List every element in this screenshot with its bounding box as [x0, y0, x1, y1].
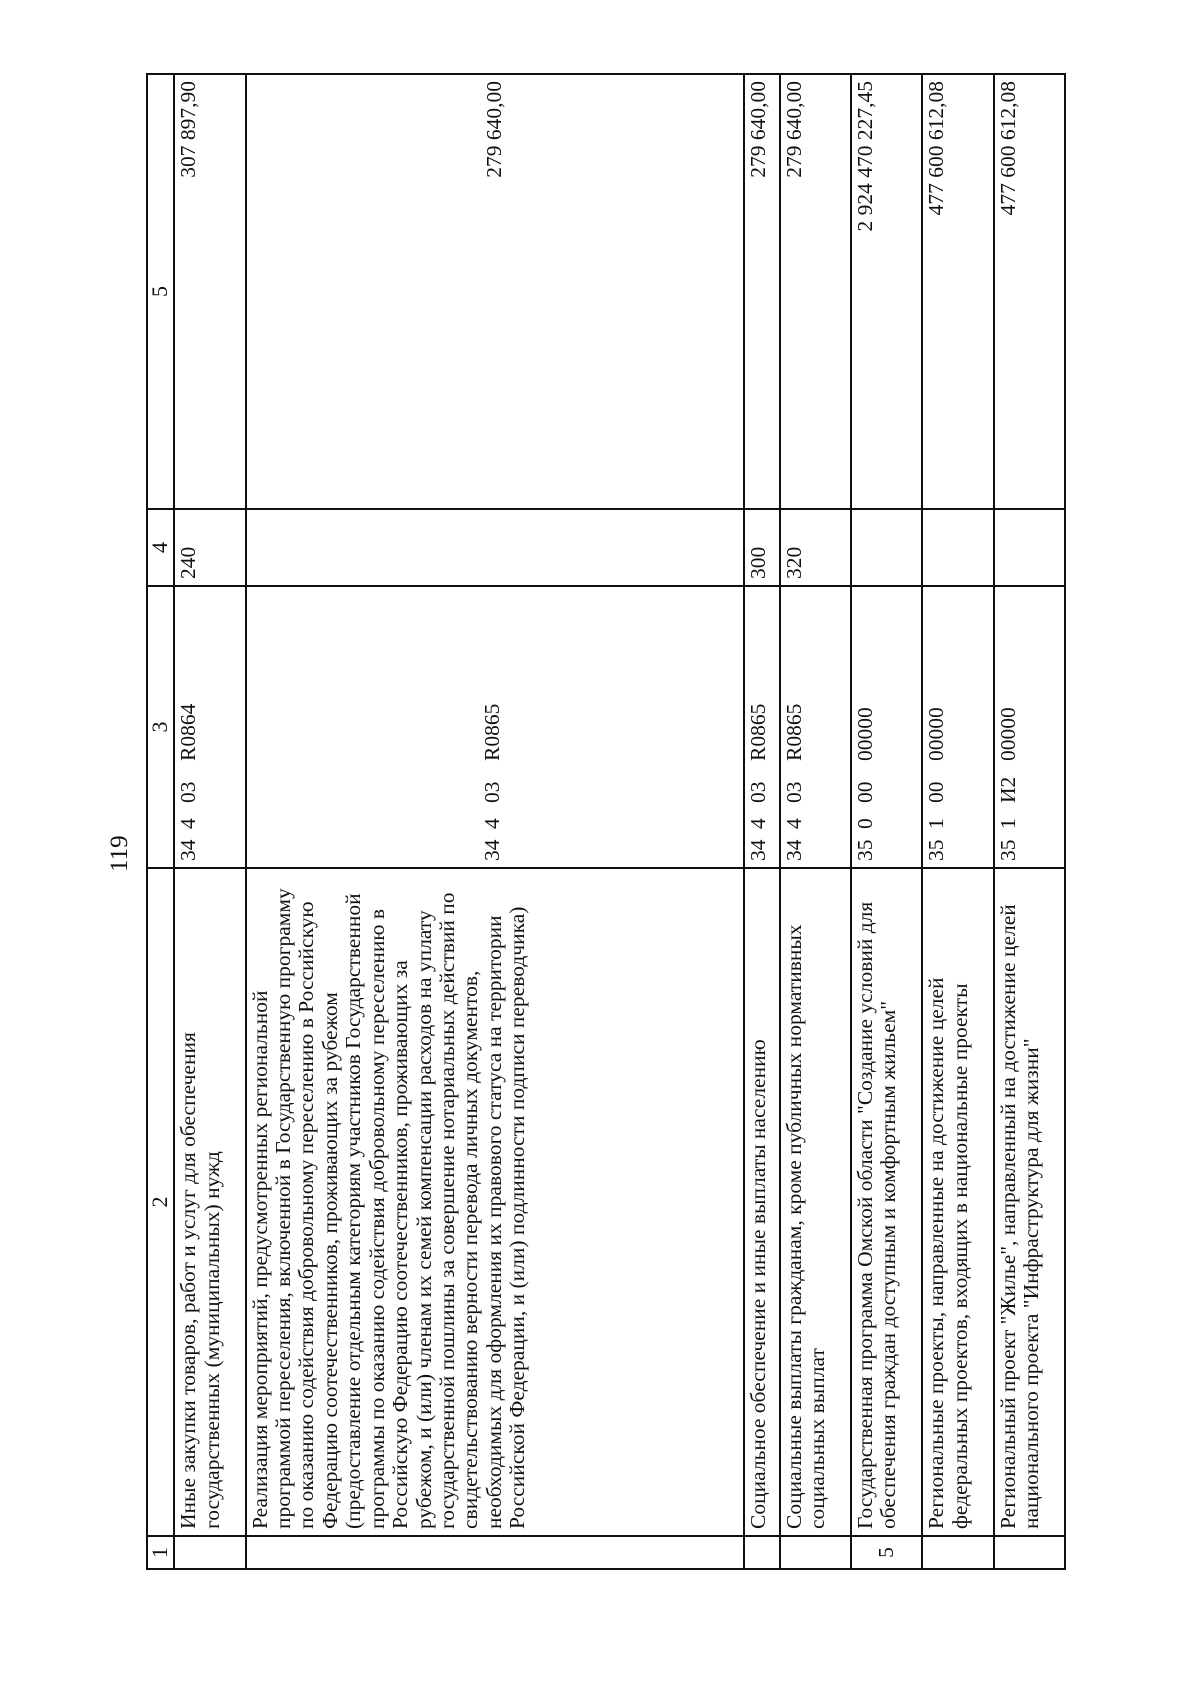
row-expense-type: 300	[744, 509, 780, 586]
row-description: Иные закупки товаров, работ и услуг для обеспечения государственных (муниципальных) нужд	[174, 868, 245, 1536]
row-expense-type	[851, 509, 922, 586]
code-part: 35	[852, 839, 877, 861]
code-part: 4	[745, 818, 770, 829]
code-part: 0	[852, 818, 877, 829]
row-code	[744, 586, 780, 868]
code-part: R0865	[480, 703, 505, 761]
row-code	[174, 586, 245, 868]
header-col-1: 1	[147, 1536, 174, 1569]
row-description: Социальное обеспечение и иные выплаты населению	[744, 868, 780, 1536]
row-expense-type: 320	[780, 509, 851, 586]
table-row	[851, 74, 922, 1569]
row-amount: 279 640,00	[744, 74, 780, 509]
row-description: Реализация мероприятий, предусмотренных региональной программой переселения, включенной в Государственную программу по оказанию содействия добровольному переселению в Российскую Федерацию соотечественников, проживающих за рубежом (предоставление отдельным категориям участников Государственной программы по оказанию содействия добровольному переселению в Российскую Федерацию соотечественников, проживающих за рубежом, и (или) членам их семей компенсации расходов на уплату государственной пошлины за совершение нотариальных действий по свидетельствованию верности перевода личных документов, необходимых для оформления их правового статуса на территории Российской Федерации, и (или) подлинности подписи переводчика)	[246, 868, 744, 1536]
header-col-2: 2	[147, 868, 174, 1536]
row-description: Государственная программа Омской области "Создание условий для обеспечения граждан доступным и комфортным жильем"	[851, 868, 922, 1536]
table-row	[780, 74, 851, 1569]
code-part: 03	[745, 781, 770, 803]
table-row	[994, 74, 1065, 1569]
row-code	[246, 586, 744, 868]
budget-table	[146, 73, 1066, 1570]
code-part: 00000	[995, 707, 1020, 761]
code-part: R0864	[176, 703, 201, 761]
code-part: 1	[924, 818, 949, 829]
row-description: Региональный проект "Жилье", направленный на достижение целей национального проекта "Инфраструктура для жизни"	[994, 868, 1065, 1536]
row-number	[174, 1536, 245, 1569]
row-amount: 477 600 612,08	[922, 74, 993, 509]
row-amount: 477 600 612,08	[994, 74, 1065, 509]
code-part: 4	[176, 818, 201, 829]
page-number: 119	[106, 835, 133, 873]
budget-table-container	[146, 75, 1066, 1570]
code-part: 34	[480, 839, 505, 861]
row-amount: 307 897,90	[174, 74, 245, 509]
code-part: 1	[995, 818, 1020, 829]
code-part: 34	[176, 839, 201, 861]
code-part: 03	[176, 781, 201, 803]
code-part: 00000	[924, 707, 949, 761]
code-part: R0865	[745, 703, 770, 761]
code-part: 35	[995, 839, 1020, 861]
row-expense-type	[922, 509, 993, 586]
code-part: 4	[781, 818, 806, 829]
code-part: И2	[995, 776, 1020, 803]
row-number	[744, 1536, 780, 1569]
row-description: Социальные выплаты гражданам, кроме публичных нормативных социальных выплат	[780, 868, 851, 1536]
row-number	[780, 1536, 851, 1569]
header-col-3: 3	[147, 586, 174, 868]
header-col-4: 4	[147, 509, 174, 586]
row-amount: 2 924 470 227,45	[851, 74, 922, 509]
code-part: 00000	[852, 707, 877, 761]
row-code	[922, 586, 993, 868]
code-part: 00	[924, 781, 949, 803]
table-row	[922, 74, 993, 1569]
row-expense-type	[246, 509, 744, 586]
row-description: Региональные проекты, направленные на достижение целей федеральных проектов, входящих в национальные проекты	[922, 868, 993, 1536]
table-row	[174, 74, 245, 1569]
row-amount: 279 640,00	[246, 74, 744, 509]
code-part: 34	[781, 839, 806, 861]
row-code	[851, 586, 922, 868]
code-part: 34	[745, 839, 770, 861]
table-header-row	[147, 74, 174, 1569]
row-number	[922, 1536, 993, 1569]
code-part: 00	[852, 781, 877, 803]
code-part: 35	[924, 839, 949, 861]
code-part: 03	[781, 781, 806, 803]
row-expense-type	[994, 509, 1065, 586]
row-number	[994, 1536, 1065, 1569]
header-col-5: 5	[147, 74, 174, 509]
code-part: 03	[480, 781, 505, 803]
code-part: 4	[480, 818, 505, 829]
row-expense-type: 240	[174, 509, 245, 586]
row-number: 5	[851, 1536, 922, 1569]
code-part: R0865	[781, 703, 806, 761]
row-code	[994, 586, 1065, 868]
row-code	[780, 586, 851, 868]
table-row	[246, 74, 744, 1569]
row-amount: 279 640,00	[780, 74, 851, 509]
row-number	[246, 1536, 744, 1569]
table-row	[744, 74, 780, 1569]
